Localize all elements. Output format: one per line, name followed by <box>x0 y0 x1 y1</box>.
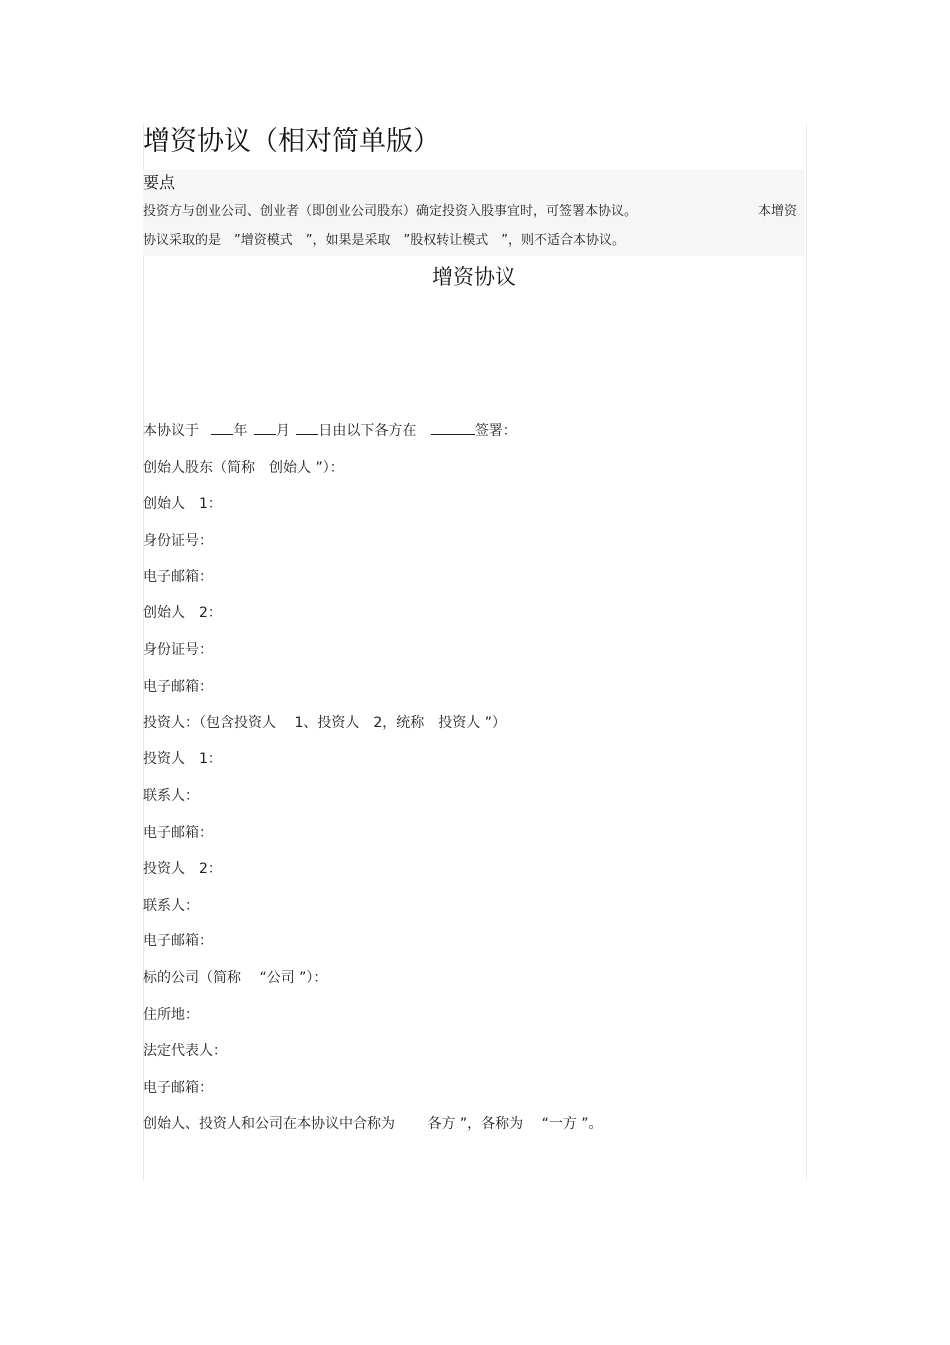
field-investor-1-contact: 联系人： <box>143 788 199 804</box>
field-founder-shareholders: 创始人股东（简称 创始人 ”）： <box>143 460 344 476</box>
document-title: 增资协议（相对简单版） <box>143 126 440 157</box>
day-blank <box>296 420 318 435</box>
signing-day-place: 日由以下各方在 <box>318 423 417 439</box>
field-investors: 投资人：（包含投资人 1、投资人 2，统称 投资人 ”） <box>143 715 506 731</box>
field-company-email: 电子邮箱： <box>143 1080 213 1096</box>
signing-prefix: 本协议于 <box>143 423 199 439</box>
field-investor-1-email: 电子邮箱： <box>143 825 213 841</box>
signing-line <box>143 420 517 442</box>
signing-suffix: 签署： <box>474 423 517 439</box>
field-target-company: 标的公司（简称 “公司 ”）： <box>143 970 328 986</box>
field-founder-2-id: 身份证号： <box>143 642 213 658</box>
summary-heading: 要点 <box>143 173 176 192</box>
field-parties-definition: 创始人、投资人和公司在本协议中合称为 各方 ”，各称为 “一方 ”。 <box>143 1116 603 1132</box>
field-investor-2-email: 电子邮箱： <box>143 933 213 949</box>
field-investor-2-contact: 联系人： <box>143 898 199 914</box>
summary-line-2: 协议采取的是 ”增资模式 ”，如果是采取 ”股权转让模式 ”，则不适合本协议。 <box>143 233 625 248</box>
agreement-title: 增资协议 <box>432 265 516 289</box>
signing-year: 年 <box>233 423 248 439</box>
summary-line-1-right: 本增资 <box>758 204 798 219</box>
place-blank <box>431 420 475 435</box>
summary-line-1 <box>143 202 798 222</box>
field-founder-2: 创始人 2： <box>143 605 222 621</box>
summary-line-1-text: 投资方与创业公司、创业者（即创业公司股东）确定投资入股事宜时，可签署本协议。 <box>143 204 638 219</box>
field-investor-2: 投资人 2： <box>143 861 222 877</box>
month-blank <box>254 420 276 435</box>
signing-month: 月 <box>275 423 290 439</box>
field-founder-1: 创始人 1： <box>143 496 222 512</box>
year-blank <box>211 420 233 435</box>
field-investor-1: 投资人 1： <box>143 751 222 767</box>
field-founder-1-id: 身份证号： <box>143 533 213 549</box>
field-legal-representative: 法定代表人： <box>143 1043 227 1059</box>
field-founder-1-email: 电子邮箱： <box>143 569 213 585</box>
field-company-address: 住所地： <box>143 1007 199 1023</box>
field-founder-2-email: 电子邮箱： <box>143 679 213 695</box>
